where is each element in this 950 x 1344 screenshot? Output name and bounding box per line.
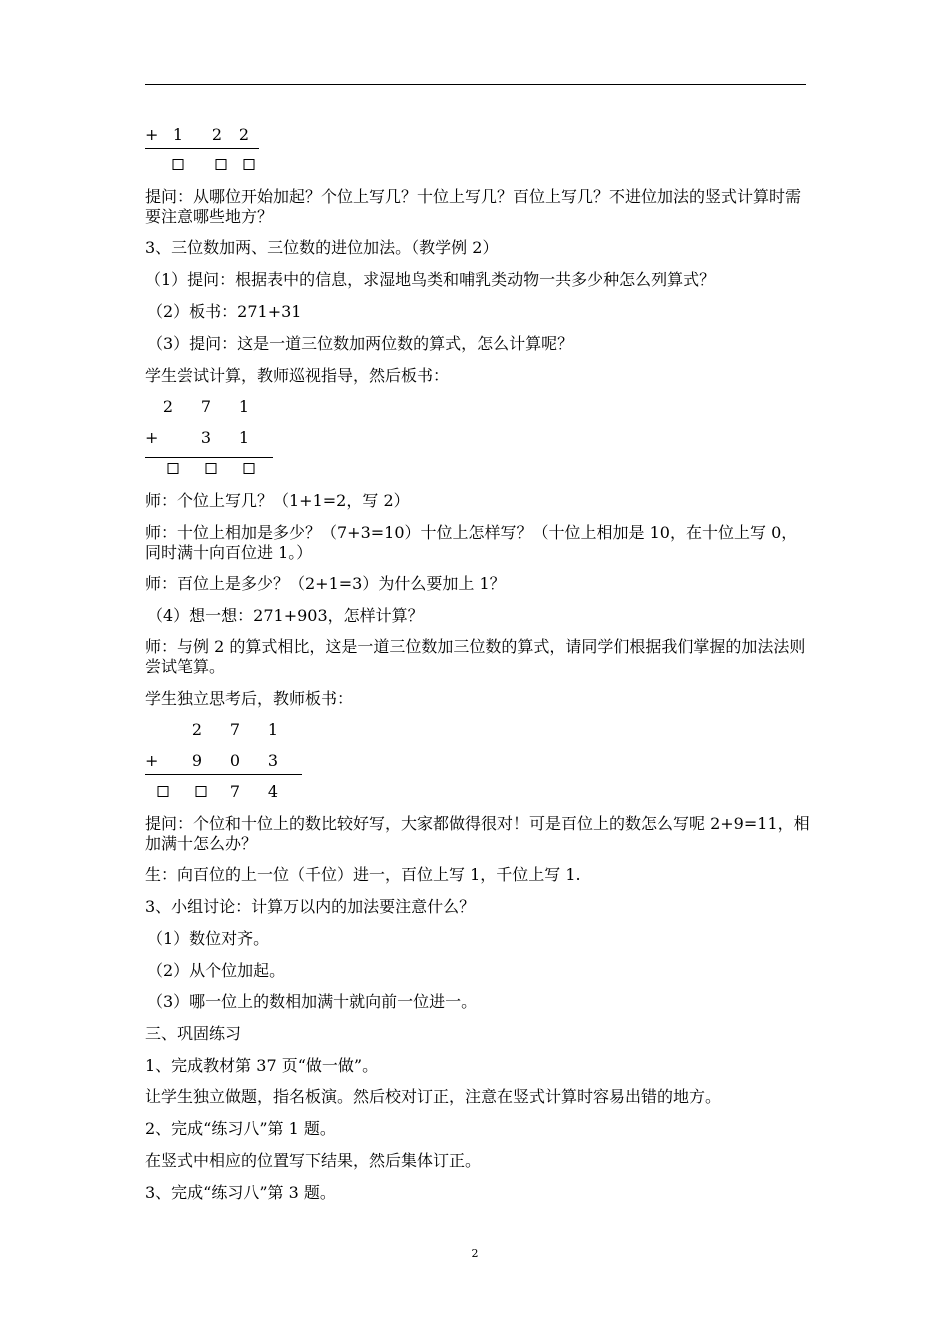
- answer-box: [244, 463, 255, 474]
- paragraph-group-discussion: 3、小组讨论：计算万以内的加法要注意什么？: [145, 897, 476, 916]
- plus-sign: +: [145, 751, 159, 770]
- list-item-start-ones: （2）从个位加起。: [147, 961, 286, 980]
- calc-b-sum-rule: [145, 774, 302, 775]
- digit: 1: [238, 397, 250, 416]
- digit-tens: 2: [211, 125, 223, 144]
- digit: 1: [267, 720, 279, 739]
- answer-box: [216, 159, 227, 170]
- digit: 0: [229, 751, 241, 770]
- section-heading-practice: 三、巩固练习: [145, 1024, 242, 1043]
- digit: 9: [191, 751, 203, 770]
- calc-a-sum-rule: [145, 457, 273, 458]
- practice-item-2: 2、完成“练习八”第 1 题。: [145, 1119, 336, 1138]
- paragraph-student-independent: 学生独立思考后，教师板书：: [145, 689, 354, 708]
- digit: 7: [200, 397, 212, 416]
- list-item-carry: （3）哪一位上的数相加满十就向前一位进一。: [147, 992, 478, 1011]
- digit: 1: [238, 428, 250, 447]
- digit: 2: [162, 397, 174, 416]
- paragraph-teacher-tens: 师：十位上相加是多少？（7+3=10）十位上怎样写？（十位上相加是 10，在十位上写 0，同时满十向百位进 1。）: [145, 523, 798, 562]
- paragraph-student-answer: 生：向百位的上一位（千位）进一，百位上写 1，千位上写 1.: [145, 865, 581, 884]
- section-heading-carry-addition: 3、三位数加两、三位数的进位加法。（教学例 2）: [145, 238, 499, 257]
- practice-item-1-detail: 让学生独立做题，指名板演。然后校对订正，注意在竖式计算时容易出错的地方。: [145, 1087, 722, 1106]
- answer-box: [206, 463, 217, 474]
- paragraph-question-no-carry: 提问：从哪位开始加起？个位上写几？十位上写几？百位上写几？不进位加法的竖式计算时需要注意哪些地方？: [145, 187, 802, 226]
- practice-item-2-detail: 在竖式中相应的位置写下结果，然后集体订正。: [145, 1151, 482, 1170]
- calc-top-sum-rule: [145, 148, 259, 149]
- paragraph-board-writing: （2）板书：271+31: [147, 302, 302, 321]
- paragraph-teacher-hundreds: 师：百位上是多少？（2+1=3）为什么要加上 1？: [145, 574, 506, 593]
- paragraph-teacher-compare: 师：与例 2 的算式相比，这是一道三位数加三位数的算式，请同学们根据我们掌握的加法法则尝试笔算。: [145, 637, 806, 676]
- paragraph-student-try: 学生尝试计算，教师巡视指导，然后板书：: [145, 366, 450, 385]
- list-item-align: （1）数位对齐。: [147, 929, 270, 948]
- paragraph-teacher-ones: 师：个位上写几？（1+1=2，写 2）: [145, 491, 410, 510]
- paragraph-question-3: （3）提问：这是一道三位数加两位数的算式，怎么计算呢？: [147, 334, 574, 353]
- calc-b-result-row: [0, 782, 400, 802]
- calc-a-top-row: [0, 397, 400, 417]
- digit: 4: [267, 782, 279, 801]
- paragraph-think: （4）想一想：271+903，怎样计算？: [147, 606, 424, 625]
- page-number: 2: [471, 1247, 479, 1260]
- plus-sign: +: [145, 428, 159, 447]
- practice-item-1: 1、完成教材第 37 页“做一做”。: [145, 1056, 379, 1075]
- calc-b-top-row: [0, 720, 400, 740]
- digit: 2: [191, 720, 203, 739]
- header-rule: [145, 84, 806, 85]
- paragraph-question-1: （1）提问：根据表中的信息，求湿地鸟类和哺乳类动物一共多少种怎么列算式？: [145, 270, 716, 289]
- digit-hundreds: 1: [172, 125, 184, 144]
- digit: 3: [267, 751, 279, 770]
- plus-sign: +: [145, 125, 159, 144]
- calc-a-bottom-row: [0, 428, 400, 448]
- paragraph-question-hundreds: 提问：个位和十位上的数比较好写，大家都做得很对！可是百位上的数怎么写呢 2+9=11，相加满十怎么办？: [145, 814, 810, 853]
- calc-b-bottom-row: [0, 751, 400, 771]
- digit-ones: 2: [238, 125, 250, 144]
- calc-top-addend-row: [0, 125, 400, 145]
- digit: 3: [200, 428, 212, 447]
- digit: 7: [229, 720, 241, 739]
- practice-item-3: 3、完成“练习八”第 3 题。: [145, 1183, 336, 1202]
- answer-box: [244, 159, 255, 170]
- digit: 7: [229, 782, 241, 801]
- answer-box: [168, 463, 179, 474]
- answer-box: [173, 159, 184, 170]
